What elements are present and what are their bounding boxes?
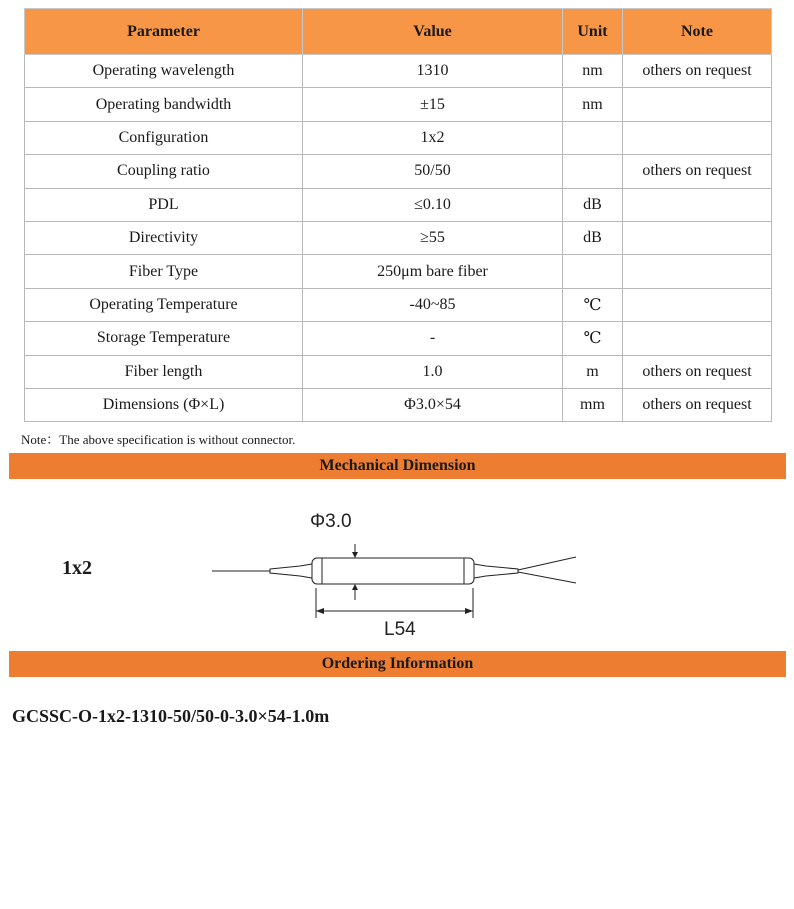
value-cell: 50/50: [303, 155, 563, 188]
value-cell: 250μm bare fiber: [303, 255, 563, 288]
note-cell: [623, 88, 772, 121]
header-unit: Unit: [563, 9, 623, 55]
note-cell: [623, 288, 772, 321]
note-cell: [623, 255, 772, 288]
coupler-drawing: [200, 500, 600, 645]
value-cell: 1.0: [303, 355, 563, 388]
unit-cell: ℃: [563, 288, 623, 321]
output-fiber-1: [518, 557, 576, 570]
value-cell: -: [303, 322, 563, 355]
value-cell: -40~85: [303, 288, 563, 321]
header-parameter: Parameter: [25, 9, 303, 55]
parameter-cell: Configuration: [25, 121, 303, 154]
left-boot: [270, 564, 312, 578]
table-row: [25, 88, 772, 121]
parameter-cell: Fiber Type: [25, 255, 303, 288]
unit-cell: m: [563, 355, 623, 388]
unit-cell: [563, 155, 623, 188]
ordering-code: GCSSC-O-1x2-1310-50/50-0-3.0×54-1.0m: [12, 706, 330, 726]
value-cell: ±15: [303, 88, 563, 121]
output-fiber-2: [518, 572, 576, 583]
unit-cell: [563, 121, 623, 154]
parameter-cell: Directivity: [25, 221, 303, 254]
coupler-tube: [312, 558, 474, 584]
parameter-cell: Fiber length: [25, 355, 303, 388]
unit-cell: nm: [563, 88, 623, 121]
note-cell: others on request: [623, 155, 772, 188]
parameter-cell: Operating bandwidth: [25, 88, 303, 121]
parameter-cell: Operating Temperature: [25, 288, 303, 321]
unit-cell: [563, 255, 623, 288]
unit-cell: nm: [563, 55, 623, 88]
parameter-cell: Dimensions (Φ×L): [25, 388, 303, 421]
unit-cell: dB: [563, 221, 623, 254]
spec-note: Note：The above specification is without connector.: [21, 432, 296, 447]
note-cell: others on request: [623, 388, 772, 421]
note-cell: [623, 322, 772, 355]
table-header-row: [25, 9, 772, 55]
table-row: [25, 55, 772, 88]
table-row: [25, 355, 772, 388]
note-cell: others on request: [623, 355, 772, 388]
note-cell: [623, 121, 772, 154]
note-cell: [623, 221, 772, 254]
spec-table: [24, 8, 772, 422]
table-row: [25, 255, 772, 288]
table-row: [25, 388, 772, 421]
note-cell: others on request: [623, 55, 772, 88]
header-value: Value: [303, 9, 563, 55]
table-row: [25, 288, 772, 321]
header-note: Note: [623, 9, 772, 55]
mechanical-dimension-heading: Mechanical Dimension: [9, 453, 786, 479]
unit-cell: dB: [563, 188, 623, 221]
table-row: [25, 188, 772, 221]
table-row: [25, 322, 772, 355]
unit-cell: mm: [563, 388, 623, 421]
parameter-cell: Storage Temperature: [25, 322, 303, 355]
ordering-information-heading: Ordering Information: [9, 651, 786, 677]
config-label: 1x2: [62, 557, 92, 579]
value-cell: 1x2: [303, 121, 563, 154]
length-label: L54: [384, 619, 416, 640]
right-boot: [474, 564, 518, 578]
table-row: [25, 121, 772, 154]
parameter-cell: Coupling ratio: [25, 155, 303, 188]
parameter-cell: PDL: [25, 188, 303, 221]
unit-cell: ℃: [563, 322, 623, 355]
diameter-label: Φ3.0: [310, 511, 352, 532]
value-cell: ≤0.10: [303, 188, 563, 221]
parameter-cell: Operating wavelength: [25, 55, 303, 88]
value-cell: 1310: [303, 55, 563, 88]
table-row: [25, 155, 772, 188]
note-cell: [623, 188, 772, 221]
value-cell: ≥55: [303, 221, 563, 254]
value-cell: Φ3.0×54: [303, 388, 563, 421]
table-row: [25, 221, 772, 254]
